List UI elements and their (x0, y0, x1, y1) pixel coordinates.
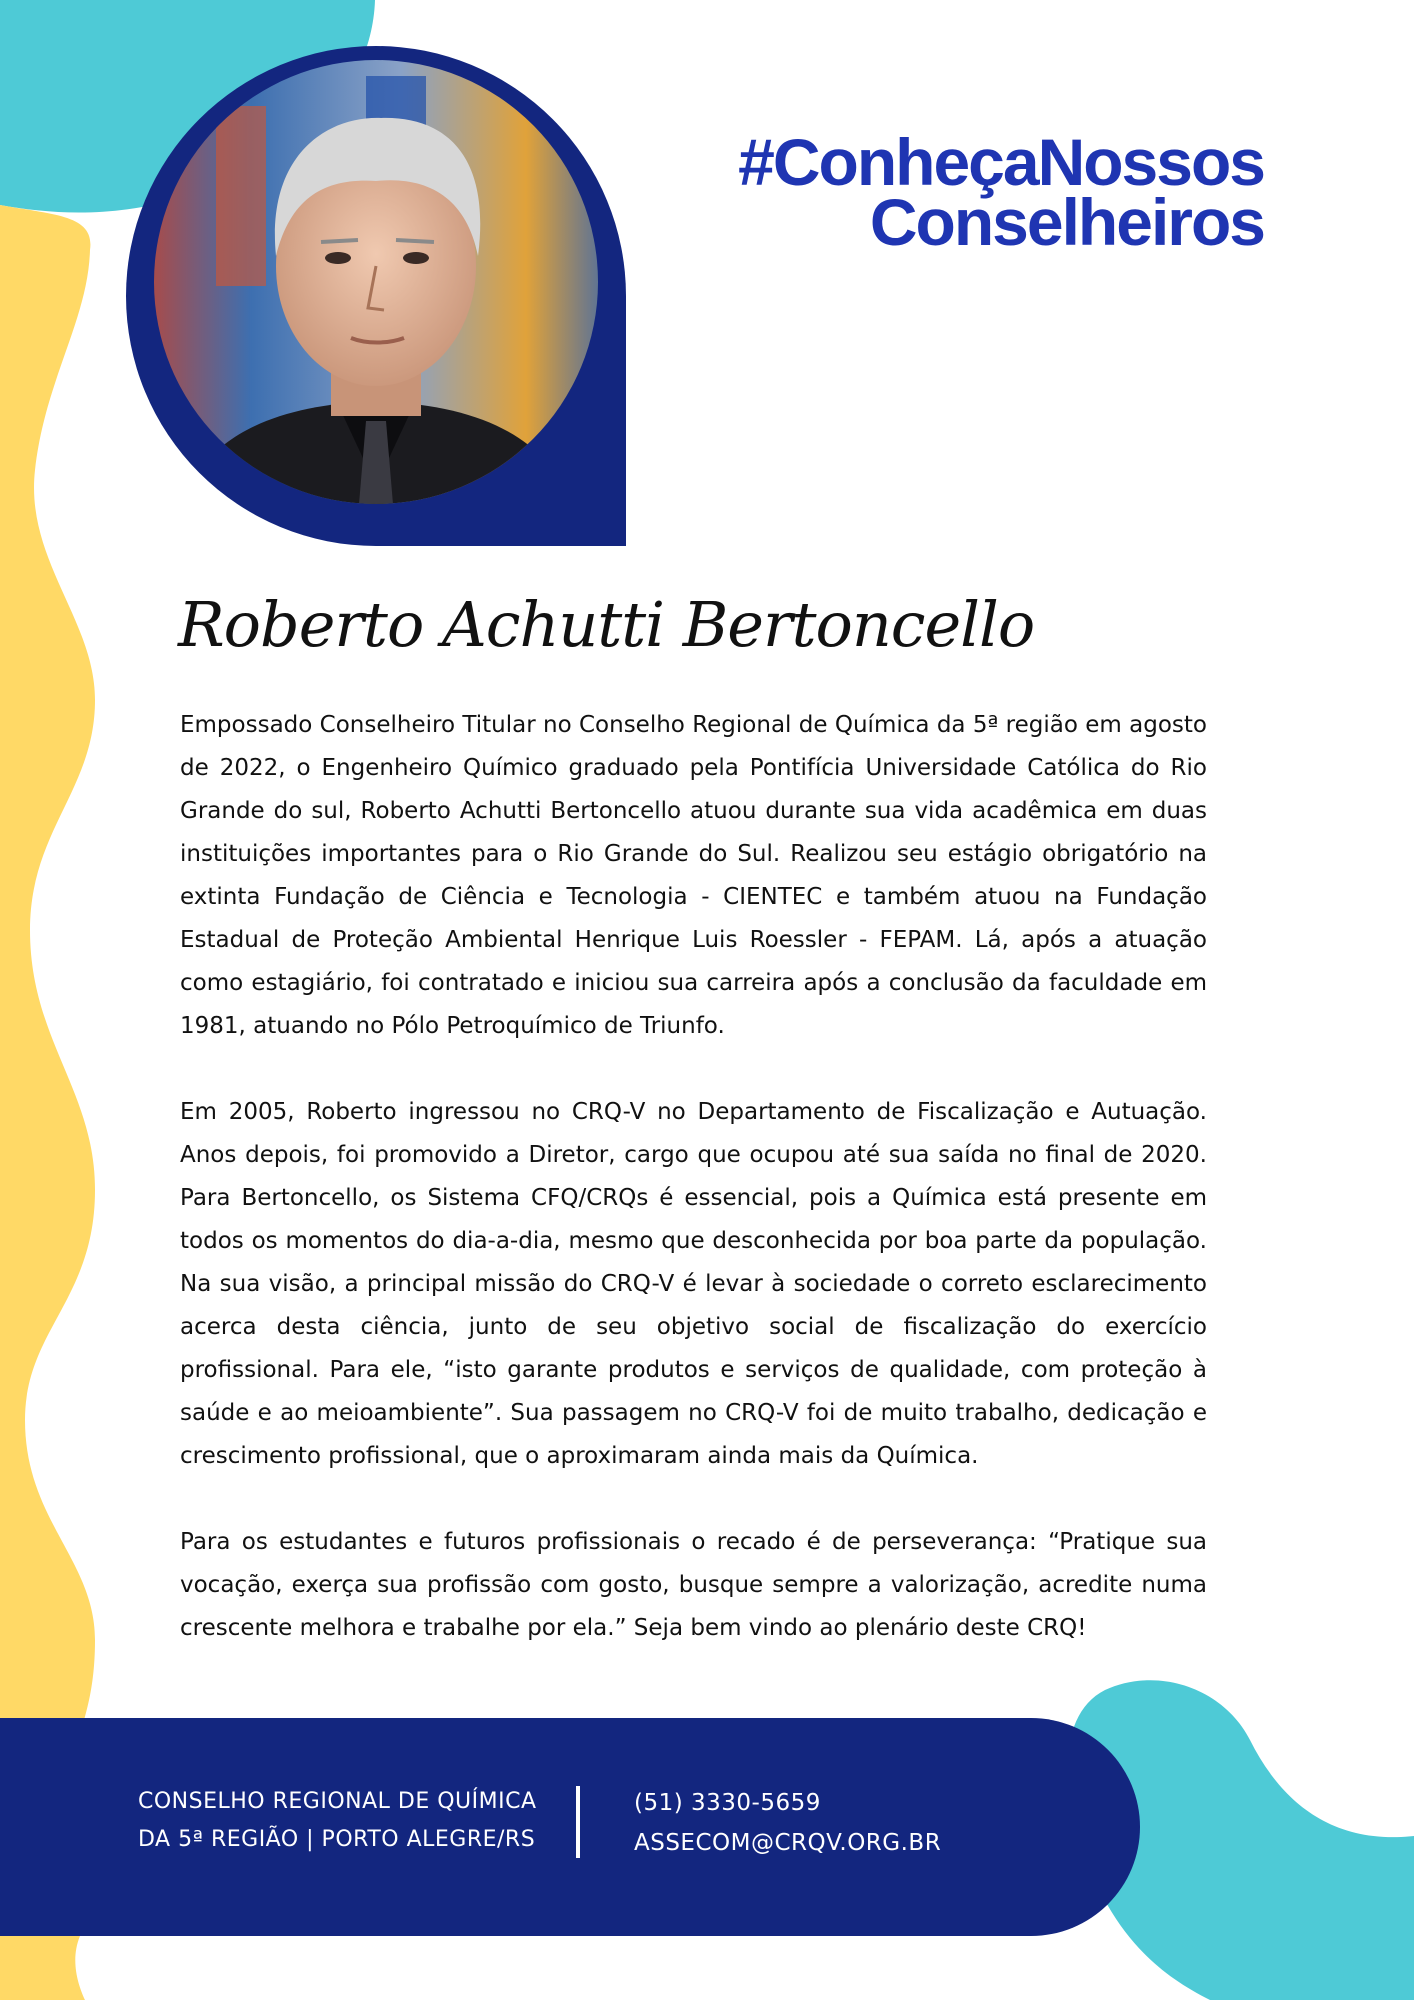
bio-paragraph-3: Para os estudantes e futuros profissionais o recado é de perseverança: “Pratique sua vocação, exerça sua profissão com gosto, busque sempre a valorização, acredite numa crescente melhora e trabalhe por ela.” Seja bem vindo ao plenário deste CRQ! (180, 1529, 1207, 1641)
person-name: Roberto Achutti Bertoncello (178, 588, 1035, 661)
footer-contact (634, 1783, 941, 1863)
hashtag-line-2: Conselheiros (869, 185, 1264, 259)
footer-org-line-2: DA 5ª REGIÃO | PORTO ALEGRE/RS (138, 1827, 536, 1852)
footer-email[interactable]: ASSECOM@CRQV.ORG.BR (634, 1830, 942, 1856)
footer-divider (576, 1786, 580, 1858)
footer-organization (138, 1783, 537, 1859)
footer-org-line-1: CONSELHO REGIONAL DE QUÍMICA (138, 1789, 537, 1814)
bio-paragraph-2: Em 2005, Roberto ingressou no CRQ-V no Departamento de Fiscalização e Autuação. Anos depois, foi promovido a Diretor, cargo que ocupou até sua saída no final de 2020. Para Bertoncello, os Sistema CFQ/CRQs é essencial, pois a Química está presente em todos os momentos do dia-a-dia, mesmo que desconhecida por boa parte da população. Na sua visão, a principal missão do CRQ-V é levar à sociedade o correto esclarecimento acerca desta ciência, junto de seu objetivo social de fiscalização do exercício profissional. Para ele, “isto garante produtos e serviços de qualidade, com proteção à saúde e ao meioambiente”. Sua passagem no CRQ-V foi de muito trabalho, dedicação e crescimento profissional, que o aproximaram ainda mais da Química. (180, 1099, 1207, 1469)
portrait-photo (126, 46, 626, 546)
hashtag-title (738, 125, 1264, 259)
biography (180, 704, 1207, 1693)
footer-phone[interactable]: (51) 3330-5659 (634, 1790, 821, 1816)
hashtag-line-1: #ConheçaNossos (738, 125, 1264, 199)
bio-paragraph-1: Empossado Conselheiro Titular no Conselho Regional de Química da 5ª região em agosto de 2022, o Engenheiro Químico graduado pela Pontifícia Universidade Católica do Rio Grande do sul, Roberto Achutti Bertoncello atuou durante sua vida acadêmica em duas instituições importantes para o Rio Grande do Sul. Realizou seu estágio obrigatório na extinta Fundação de Ciência e Tecnologia - CIENTEC e também atuou na Fundação Estadual de Proteção Ambiental Henrique Luis Roessler - FEPAM. Lá, após a atuação como estagiário, foi contratado e iniciou sua carreira após a conclusão da faculdade em 1981, atuando no Pólo Petroquímico de Triunfo. (180, 712, 1207, 1039)
